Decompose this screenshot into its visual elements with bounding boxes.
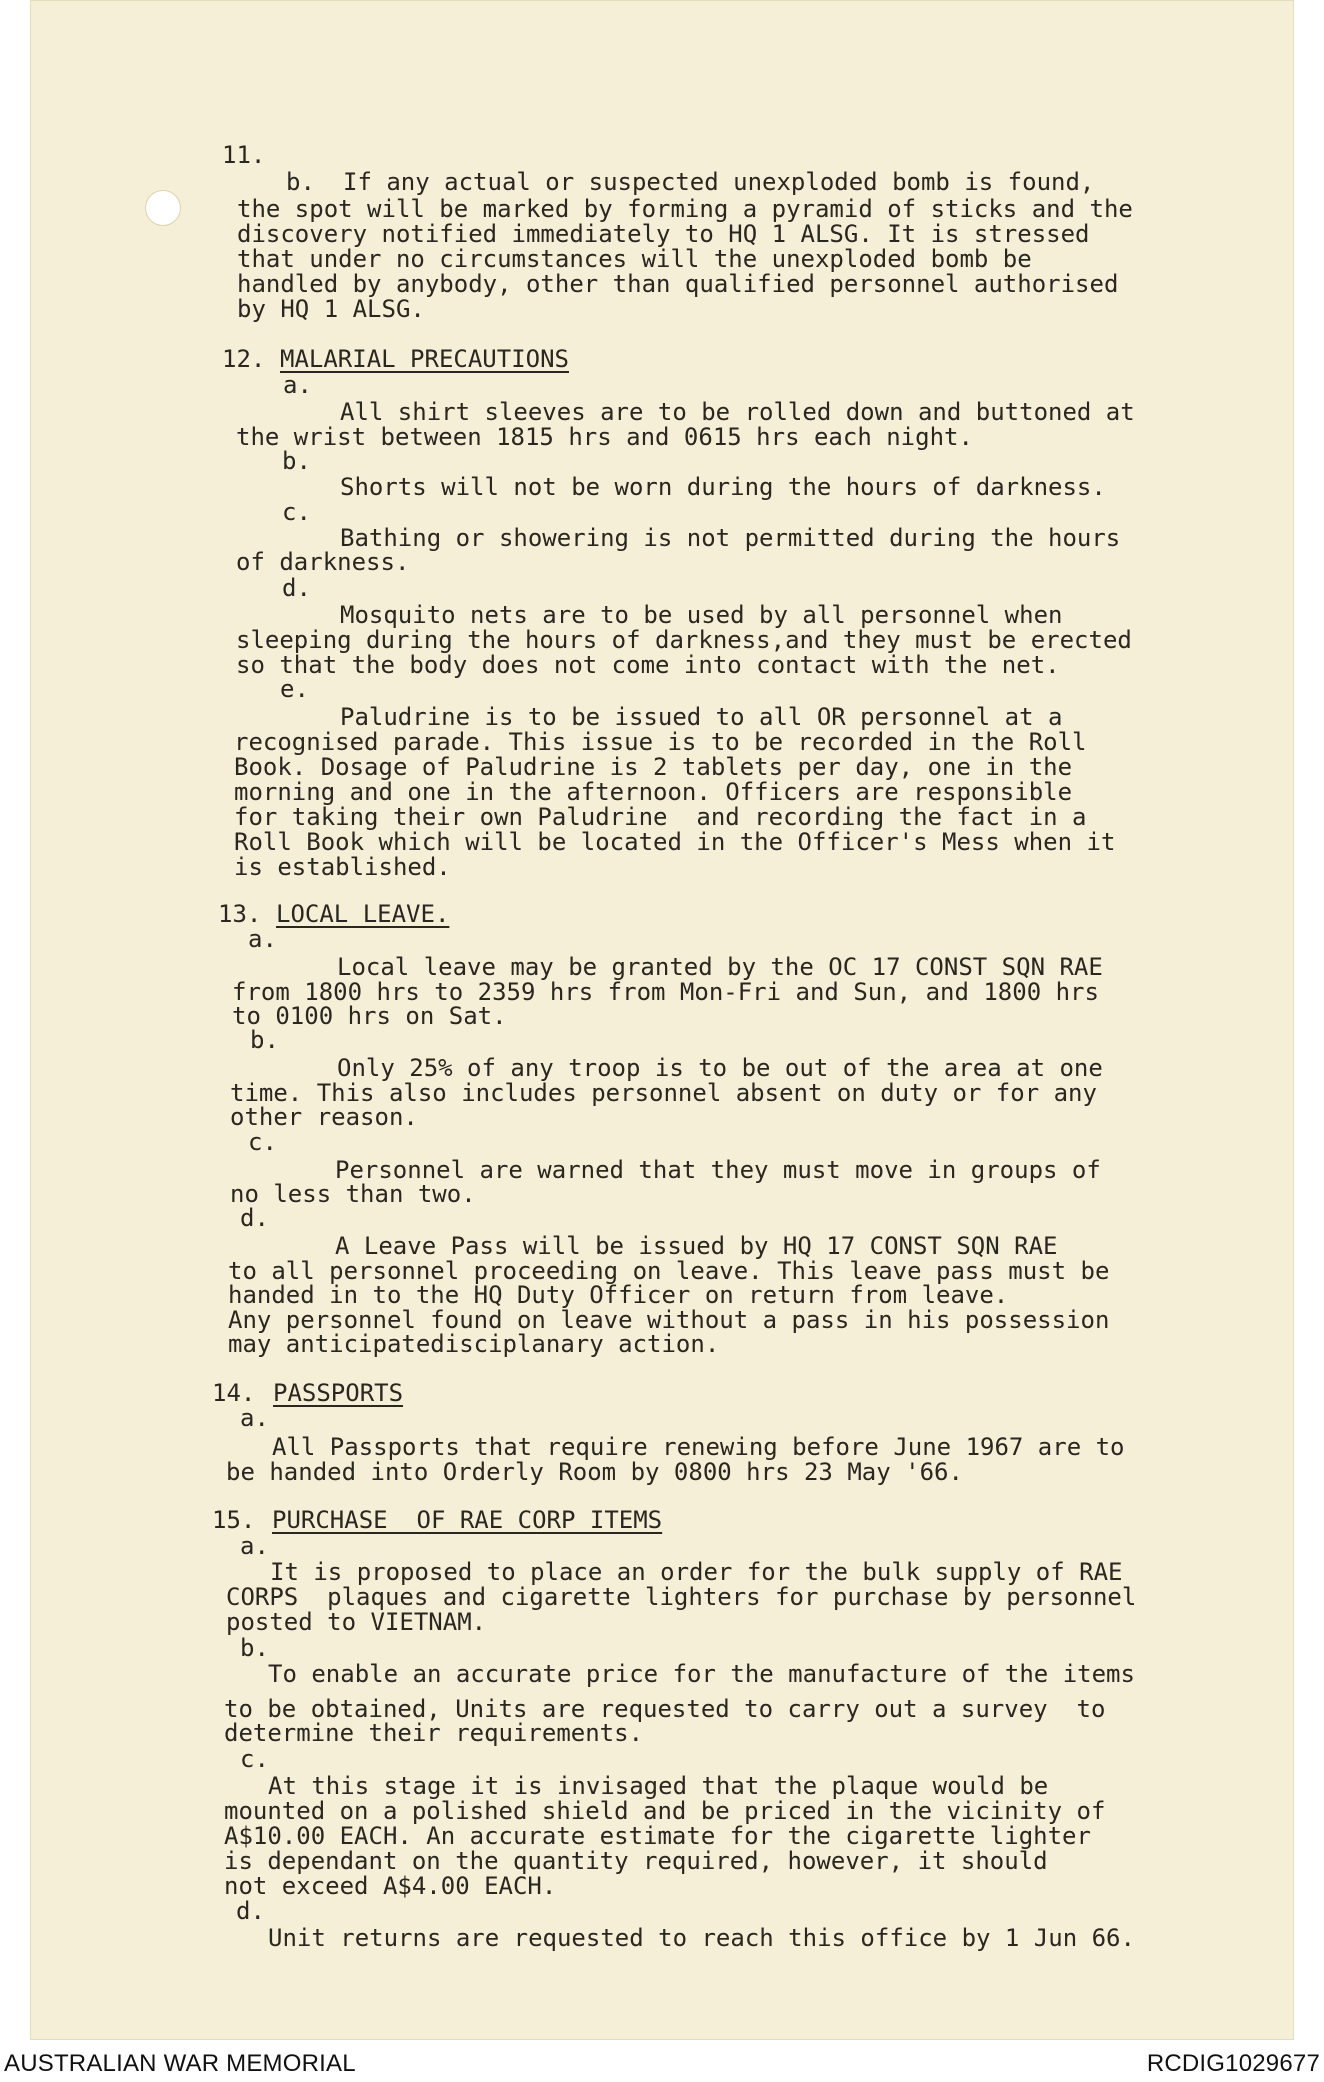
item-letter: e.	[280, 675, 309, 703]
text-line: mounted on a polished shield and be priced in the vicinity of	[224, 1797, 1106, 1825]
item-letter: d.	[282, 574, 311, 602]
section-13-title: LOCAL LEAVE.	[276, 900, 450, 928]
item-letter: b.	[250, 1026, 279, 1054]
item-letter: c.	[248, 1128, 277, 1156]
text-line: Only 25% of any troop is to be out of the area at one	[337, 1054, 1103, 1082]
text-line: Paludrine is to be issued to all OR personnel at a	[340, 703, 1063, 731]
text-line: not exceed A$4.00 EACH.	[224, 1872, 557, 1900]
text-line: Shorts will not be worn during the hours of darkness.	[340, 473, 1106, 501]
text-line: be handed into Orderly Room by 0800 hrs 23 May '66.	[226, 1458, 963, 1486]
text-line: determine their requirements.	[224, 1719, 644, 1747]
section-12-title: MALARIAL PRECAUTIONS	[280, 345, 569, 373]
text-line: All Passports that require renewing before June 1967 are to	[272, 1433, 1125, 1461]
text-line: the wrist between 1815 hrs and 0615 hrs each night.	[236, 423, 973, 451]
text-line: is dependant on the quantity required, however, it should	[224, 1847, 1048, 1875]
item-letter: b.	[240, 1634, 269, 1662]
text-line: to all personnel proceeding on leave. This leave pass must be	[228, 1257, 1110, 1285]
text-line: handled by anybody, other than qualified personnel authorised	[237, 270, 1119, 298]
text-line: A$10.00 EACH. An accurate estimate for the cigarette lighter	[224, 1822, 1091, 1850]
text-line: may anticipatedisciplanary action.	[228, 1330, 720, 1358]
section-11-number: 11.	[222, 141, 266, 169]
footer-record-id: RCDIG1029677	[1146, 2050, 1320, 2077]
item-letter: d.	[240, 1204, 269, 1232]
text-line: Any personnel found on leave without a pass in his possession	[228, 1306, 1110, 1334]
text-line: so that the body does not come into contact with the net.	[236, 651, 1060, 679]
item-letter: a.	[283, 371, 312, 399]
text-line: Book. Dosage of Paludrine is 2 tablets per day, one in the	[234, 753, 1073, 781]
item-letter: a.	[240, 1532, 269, 1560]
section-14-number: 14.	[212, 1379, 256, 1407]
text-line: morning and one in the afternoon. Officers are responsible	[234, 778, 1073, 806]
text-line: If any actual or suspected unexploded bomb is found,	[343, 168, 1095, 196]
text-line: by HQ 1 ALSG.	[237, 295, 425, 323]
item-letter: c.	[240, 1745, 269, 1773]
section-15-number: 15.	[212, 1506, 256, 1534]
text-line: At this stage it is invisaged that the plaque would be	[268, 1772, 1049, 1800]
footer-institution: AUSTRALIAN WAR MEMORIAL	[4, 2050, 356, 2077]
text-line: is established.	[234, 853, 451, 881]
text-line: Unit returns are requested to reach this office by 1 Jun 66.	[268, 1924, 1135, 1952]
section-11-b-letter: b.	[286, 168, 315, 196]
text-line: posted to VIETNAM.	[226, 1608, 487, 1636]
text-line: Roll Book which will be located in the Officer's Mess when it	[234, 828, 1116, 856]
archive-footer	[0, 2040, 1324, 2082]
text-line: Personnel are warned that they must move in groups of	[335, 1156, 1101, 1184]
section-13-number: 13.	[218, 900, 262, 928]
text-line: discovery notified immediately to HQ 1 ALSG. It is stressed	[237, 220, 1090, 248]
text-line: time. This also includes personnel absent on duty or for any	[230, 1079, 1097, 1107]
text-line: recognised parade. This issue is to be recorded in the Roll	[234, 728, 1087, 756]
text-line: Local leave may be granted by the OC 17 CONST SQN RAE	[337, 953, 1103, 981]
text-line: that under no circumstances will the unexploded bomb be	[237, 245, 1032, 273]
text-line: to 0100 hrs on Sat.	[232, 1002, 507, 1030]
text-line: the spot will be marked by forming a pyramid of sticks and the	[237, 195, 1133, 223]
item-letter: a.	[248, 925, 277, 953]
text-line: to be obtained, Units are requested to carry out a survey to	[224, 1695, 1106, 1723]
text-line: no less than two.	[230, 1180, 476, 1208]
section-15-title: PURCHASE OF RAE CORP ITEMS	[272, 1506, 663, 1534]
item-letter: c.	[282, 498, 311, 526]
item-letter: d.	[236, 1897, 265, 1925]
item-letter: b.	[282, 447, 311, 475]
text-line: from 1800 hrs to 2359 hrs from Mon-Fri and Sun, and 1800 hrs	[232, 978, 1099, 1006]
text-line: It is proposed to place an order for the bulk supply of RAE	[270, 1558, 1123, 1586]
item-letter: a.	[240, 1404, 269, 1432]
text-line: of darkness.	[236, 548, 410, 576]
text-line: sleeping during the hours of darkness,and they must be erected	[236, 626, 1132, 654]
text-line: A Leave Pass will be issued by HQ 17 CONST SQN RAE	[335, 1232, 1058, 1260]
text-line: Mosquito nets are to be used by all personnel when	[340, 601, 1063, 629]
text-line: All shirt sleeves are to be rolled down and buttoned at	[340, 398, 1135, 426]
text-line: handed in to the HQ Duty Officer on return from leave.	[228, 1281, 1009, 1309]
text-line: To enable an accurate price for the manufacture of the items	[268, 1660, 1135, 1688]
text-line: other reason.	[230, 1103, 418, 1131]
text-line: CORPS plaques and cigarette lighters for purchase by personnel	[226, 1583, 1137, 1611]
section-14-title: PASSPORTS	[273, 1379, 404, 1407]
text-line: Bathing or showering is not permitted during the hours	[340, 524, 1121, 552]
section-12-number: 12.	[222, 345, 266, 373]
text-line: for taking their own Paludrine and recording the fact in a	[234, 803, 1087, 831]
